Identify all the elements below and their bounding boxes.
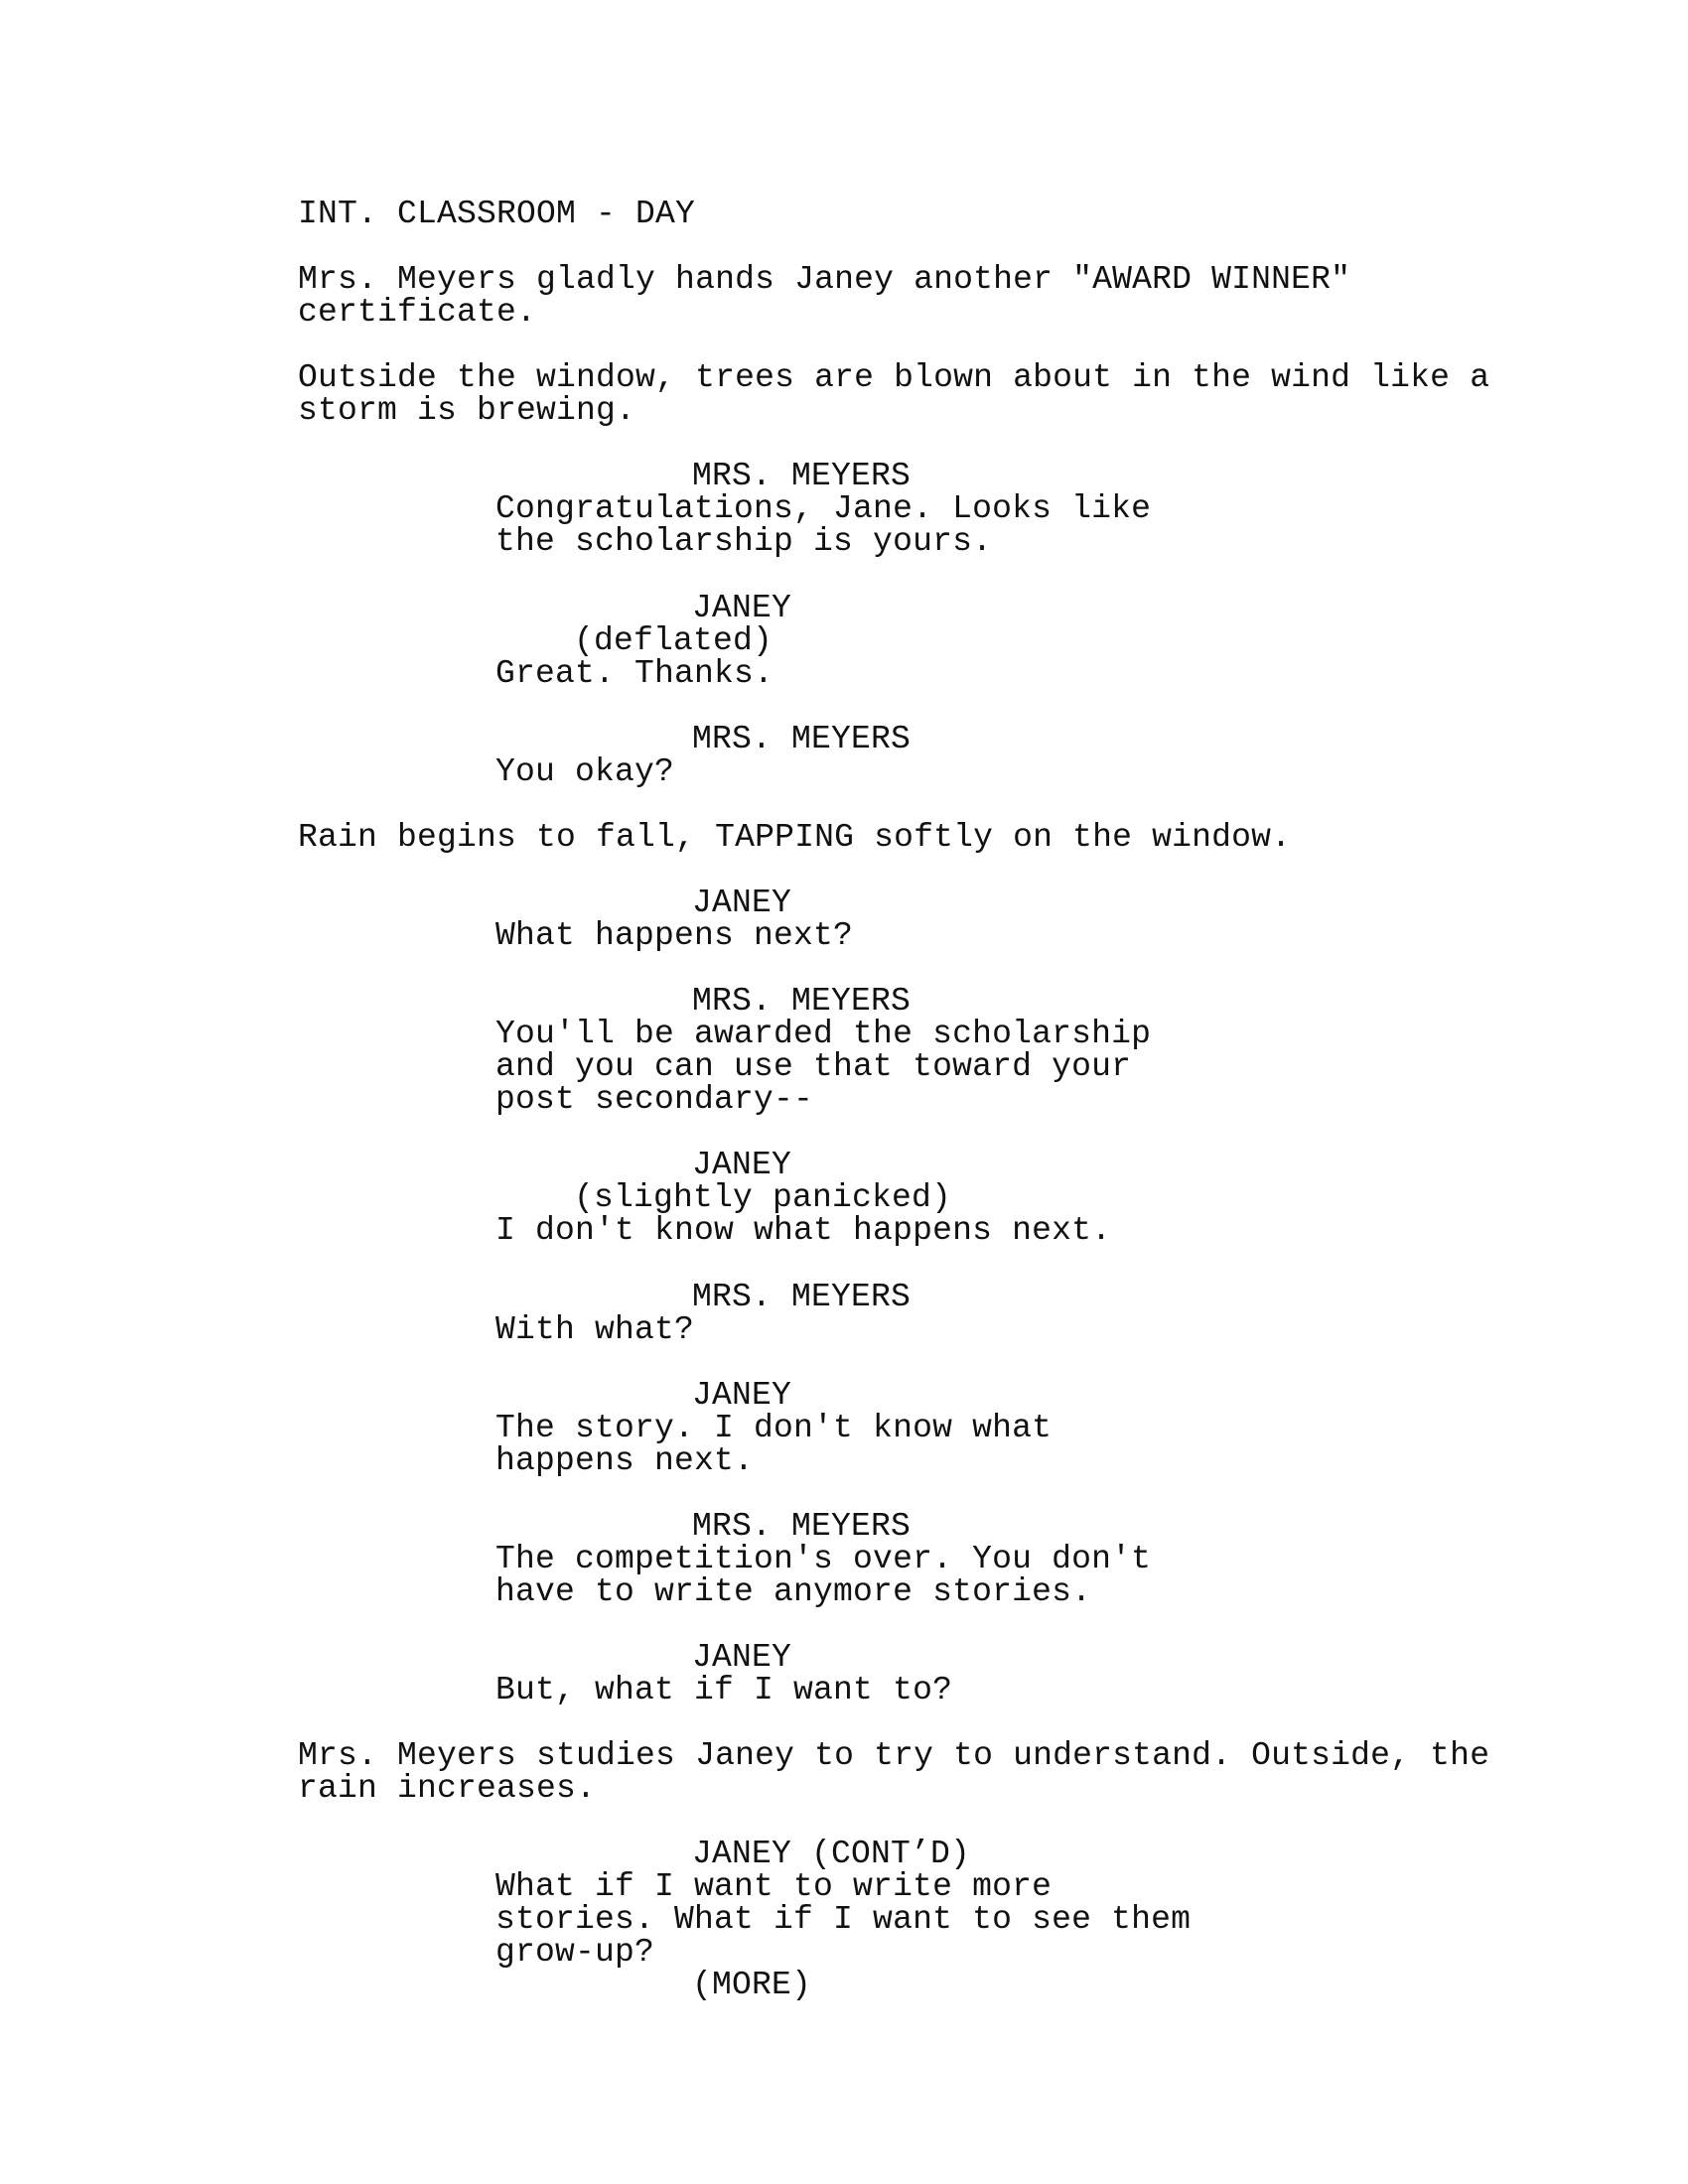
dialogue-line: stories. What if I want to see them — [495, 1901, 1192, 1938]
dialogue-line: post secondary-- — [495, 1081, 814, 1118]
character-cue: JANEY — [692, 1147, 792, 1183]
character-cue: MRS. MEYERS — [692, 1279, 912, 1315]
dialogue-line: happens next. — [495, 1442, 755, 1479]
character-cue: MRS. MEYERS — [692, 458, 912, 494]
dialogue-line: Great. Thanks. — [495, 655, 774, 692]
dialogue-line: The story. I don't know what — [495, 1410, 1053, 1446]
character-cue: MRS. MEYERS — [692, 721, 912, 757]
character-cue: MRS. MEYERS — [692, 983, 912, 1020]
dialogue-line: Congratulations, Jane. Looks like — [495, 490, 1152, 527]
action-line: certificate. — [298, 294, 537, 331]
action-line: Mrs. Meyers studies Janey to try to understand. Outside, the — [298, 1737, 1490, 1774]
dialogue-line: What if I want to write more — [495, 1868, 1053, 1905]
dialogue-line: grow-up? — [495, 1934, 655, 1971]
dialogue-line: You okay? — [495, 753, 675, 790]
dialogue-line: You'll be awarded the scholarship — [495, 1016, 1152, 1052]
character-cue: JANEY — [692, 1377, 792, 1414]
character-cue: MRS. MEYERS — [692, 1508, 912, 1545]
dialogue-line: But, what if I want to? — [495, 1672, 953, 1708]
scene-heading: INT. CLASSROOM - DAY — [298, 196, 696, 232]
parenthetical: (deflated) — [574, 622, 774, 659]
action-line: Rain begins to fall, TAPPING softly on the window. — [298, 819, 1292, 856]
dialogue-line: have to write anymore stories. — [495, 1573, 1092, 1610]
dialogue-line: I don't know what happens next. — [495, 1212, 1112, 1249]
dialogue-line: The competition's over. You don't — [495, 1541, 1152, 1577]
dialogue-line: What happens next? — [495, 917, 854, 954]
action-line: storm is brewing. — [298, 392, 636, 429]
character-cue: JANEY (CONT’D) — [692, 1836, 971, 1872]
parenthetical: (slightly panicked) — [574, 1179, 952, 1216]
character-cue: JANEY — [692, 1639, 792, 1676]
dialogue-line: With what? — [495, 1311, 695, 1348]
action-line: Mrs. Meyers gladly hands Janey another "AWARD WINNER" — [298, 261, 1351, 298]
action-line: Outside the window, trees are blown about in the wind like a — [298, 359, 1490, 396]
more-marker: (MORE) — [692, 1967, 812, 2003]
dialogue-line: the scholarship is yours. — [495, 523, 993, 560]
dialogue-line: and you can use that toward your — [495, 1048, 1132, 1085]
character-cue: JANEY — [692, 590, 792, 626]
action-line: rain increases. — [298, 1770, 597, 1807]
character-cue: JANEY — [692, 885, 792, 921]
